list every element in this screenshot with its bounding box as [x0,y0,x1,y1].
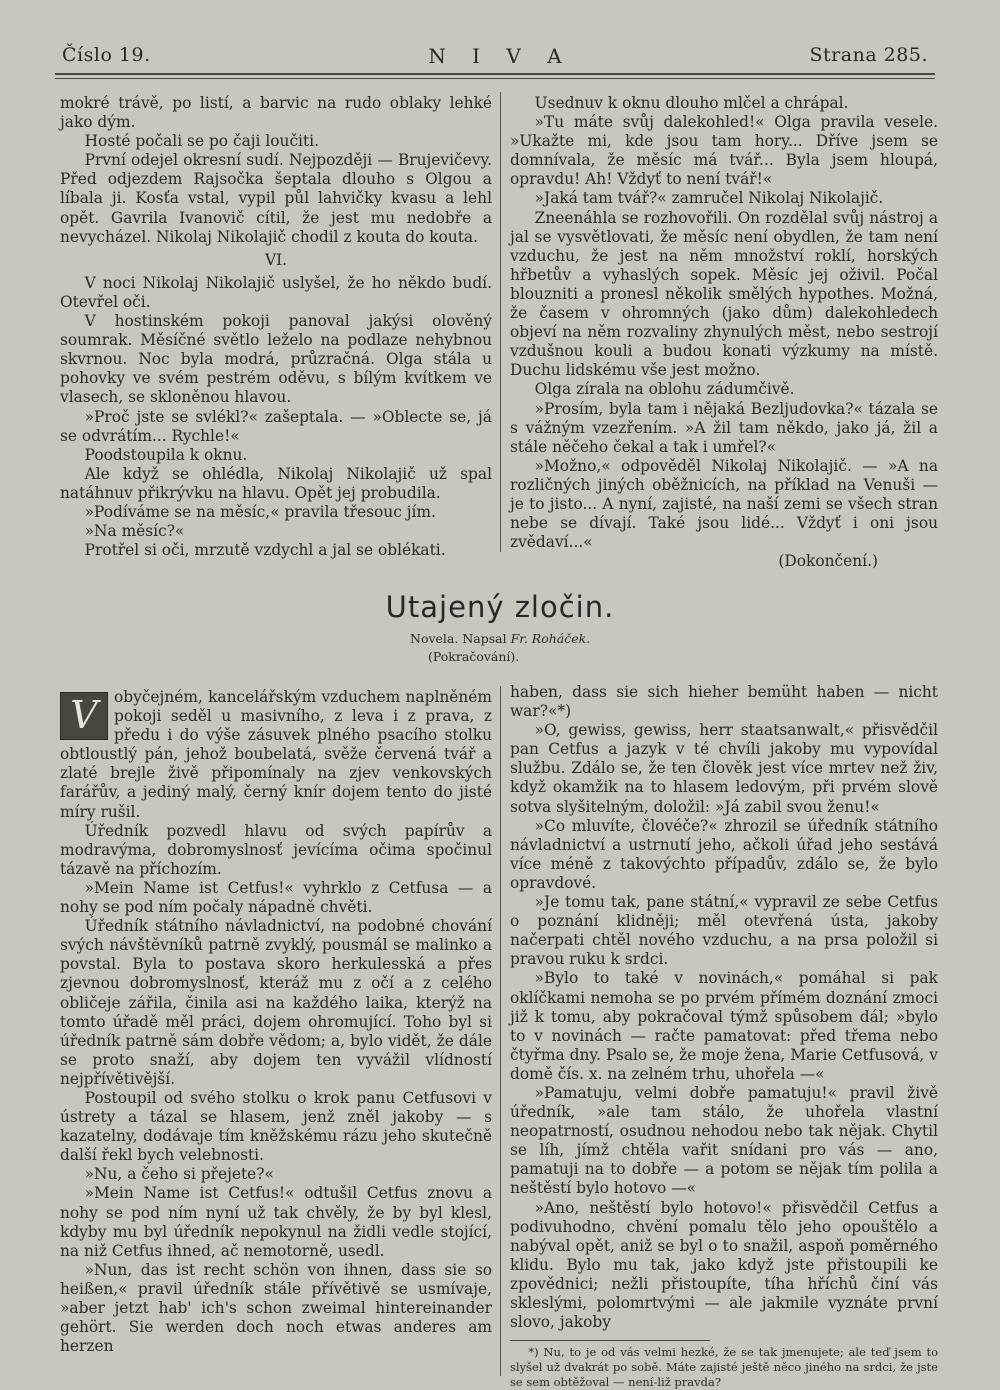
paragraph: »Pamatuju, velmi dobře pamatuju!« pravil živě úředník, »ale tam stálo, že uhořela vlastní neopatrností, osudnou nehodou nebo tak nějak. Chytil se líh, jímž chtěla vařit snídani pro vás — ano, pamatuji na to dobře — a potom se nějak tím polila a neštěstí bylo hotovo —« [510,1083,938,1198]
paragraph: Úředník pozvedl hlavu od svých papírův a modravýma, dobromyslnosť jevícíma očima spočinul tázavě na příchozím. [60,821,492,878]
column-top-left [60,94,492,560]
paragraph: »Mein Name ist Cetfus!« odtušil Cetfus znovu a nohy se pod ním nyní už tak chvěly, že by byl klesl, kdyby mu byl úředník nepokynul na židli vedle stojící, na niž Cetfus ihned, ač nemotorně, usedl. [60,1184,492,1260]
column-divider [500,686,501,1376]
article-title: Utajený zločin. [385,590,615,624]
article-continuation: (Pokračování). [428,649,520,664]
paragraph: »Mein Name ist Cetfus!« vyhrklo z Cetfusa — a nohy se pod ním počaly nápadně chvěti. [60,878,492,917]
paragraph: »O, gewiss, gewiss, herr staatsanwalt,« přisvědčil pan Cetfus a jazyk v té chvíli jakoby mu vypovídal službu. Zdálo se, že ten člověk jest více mrtev než živ, když okamžik na to hlasem ledovým, při prvém slově sotva slyšitelným, doložil: »Já zabil svou ženu!« [510,721,938,816]
footnote-rule [510,1340,710,1341]
paragraph: Ale když se ohlédla, Nikolaj Nikolajič už spal natáhnuv přikrývku na hlavu. Opět jej probudila. [60,464,492,502]
drop-cap: V [60,692,108,740]
article-byline [410,631,590,646]
paragraph: »Tu máte svůj dalekohled!« Olga pravila vesele. »Ukažte mi, kde jsou tam hory... Dříve jsem se domnívala, že měsíc má tvář... Byla jsem hloupá, opravdu! Ah! Vždyť to není tvář!« [510,113,938,189]
paragraph: V noci Nikolaj Nikolajič uslyšel, že ho někdo budí. Otevřel oči. [60,273,492,311]
paragraph: První odejel okresní sudí. Nejpozději — Brujevičevy. Před odjezdem Rajsočka šeptala dlouho s Olgou a líbala ji. Kosťa vstal, vypil půl lahvičky kvasu a lehl opět. Gavrila Ivanovič cítil, že jest mu nedobře a nevycházel. Nikolaj Nikolajič chodil z kouta do kouta. [60,151,492,246]
paragraph: Hosté počali se po čaji loučiti. [84,132,319,151]
paragraph: Zneenáhla se rozhovořili. On rozdělal svůj nástroj a jal se vysvětlovati, že měsíc není obydlen, že tam není vzduchu, že jest na něm množství roklí, horských hřbetův a vyhaslých sopek. Měsíc jej oživil. Počal blouzniti a pronesl několik smělých hypothes. Možná, že časem v ohromných (jako dům) dalekohledech objeví na něm rozvaliny zhynulých měst, nebo sestrojí vzdušnou kouli a budou konati výzkumy na místě. Duchu lidskému vše jest možno. [510,208,938,380]
paragraph: »Podíváme se na měsíc,« pravila třesouc jím. [84,502,436,521]
continuation-note: (Dokončení.) [778,552,878,571]
paragraph: »Je tomu tak, pane státní,« vypravil ze sebe Cetfus o poznání klidněji; měl otevřená ústa, jakoby načerpati chtěl nového vzduchu, a na prsa položil si pravou ruku k srdci. [510,893,938,969]
paragraph: haben, dass sie sich hieher bemüht haben — nicht war?«*) [510,683,938,721]
paragraph: »Proč jste se svlékl?« zašeptala. — »Oblecte se, já se odvrátím... Rychle!« [60,407,492,445]
header-rule [55,73,935,75]
paragraph: Úředník státního návladnictví, na podobné chování svých návštěvníků patrně zvyklý, pousmál se malinko a povstal. Byla to postava skoro herkulesská a přes zjevnou dobromyslnosť, kteráž mu z očí a z celého obličeje zářila, činila asi na každého laika, kterýž na tomto úřadě měl práci, dojem ohromující. Toho byl si úředník patrně sám dobře vědom; a, bylo vidět, že dále se proto snaží, aby dojem ten vyvážil vlídností nejpřívětivější. [60,917,492,1088]
paragraph: Postoupil od svého stolku o krok panu Cetfusovi v ústrety a tázal se hlasem, jenž zněl jakoby — s kazatelny, dodávaje tím kněžskému rázu jeho skutečně další řekl bych velebnosti. [60,1088,492,1165]
masthead: N I V A [428,44,572,68]
paragraph: »Nu, a čeho si přejete?« [84,1165,274,1184]
paragraph: »Možno,« odpověděl Nikolaj Nikolajič. — »A na rozličných jiných oběžnicích, na příklad na Venuši — je to jisto... A nyní, zajisté, na naší zemi se všech stran nebe se dívají. Také jsou lidé... Vždyť i oni jsou zvědaví...« [510,456,938,552]
footnote: *) Nu, to je od vás velmi hezké, že se tak jmenujete; ale teď jsem to slyšel už dvakrát po sobě. Máte zajisté ještě něco jiného na srdci, že jste se sem obtěžoval — není-liž pravda? [510,1345,938,1390]
page-number: Strana 285. [809,44,928,66]
header-rule-thin [55,78,935,79]
paragraph: »Na měsíc?« [84,522,185,541]
paragraph-text: obyčejném, kancelářským vzduchem naplněném pokoji seděl u masivního, z leva i z prava, z předu i do výše zásuvek plného psacího stolku obtloustlý pán, jehož boubelatá, svěže červená tvář a zlaté brejle živě připomínaly na zjev venkovských farářův, a jediný malý, černý knír dojem tento do jisté míry rušil. [60,688,492,821]
paragraph-first [60,688,492,822]
column-bottom-left [60,688,492,1356]
paragraph: »Jaká tam tvář?« zamručel Nikolaj Nikolajič. [534,189,884,208]
paragraph: mokré trávě, po listí, a barvic na rudo oblaky lehké jako dým. [60,94,492,132]
issue-number: Číslo 19. [62,44,151,66]
byline-author: Fr. Roháček. [510,631,591,646]
paragraph: »Bylo to také v novinách,« pomáhal si pak oklíčkami nemoha se po prvém přímém doznání zmoci již k tomu, aby pokračoval týmž spůsobem dál; »bylo to v novinách — račte pamatovat: před třema nebo čtyřma dny. Psalo se, že moje žena, Marie Cetfusová, v domě čís. x. na zelném trhu, uhořela —« [510,969,938,1083]
paragraph: Protřel si oči, mrzutě vzdychl a jal se oblékati. [84,541,446,560]
paragraph: »Nun, das ist recht schön von ihnen, dass sie so heißen,« pravil úředník stále přívětivě se usmívaje, »aber jetzt hab' ich's schon zweimal hintereinander gehört. Sie werden doch noch etwas anderes am herzen [60,1260,492,1356]
paragraph: Poodstoupila k oknu. [84,445,248,464]
section-heading: VI. [264,250,288,269]
paragraph: Usednuv k oknu dlouho mlčel a chrápal. [534,94,849,112]
paragraph: »Co mluvíte, človéče?« zhrozil se úředník státního návladnictví a ustrnutí jeho, ačkoli úřad jeho sestává více méně z takovýchto případův, zdálo se, že bylo opravdové. [510,816,938,892]
byline-prefix: Novela. Napsal [410,631,507,646]
column-divider [500,92,501,552]
paragraph: »Prosím, byla tam i nějaká Bezljudovka?« tázala se s vážným vzezřením. »A žil tam někdo, jako já, žil a stále něčeho čekal a tak i umřel?« [510,399,938,456]
column-bottom-right [510,683,938,1390]
paragraph: Olga zírala na oblohu zádumčivě. [534,380,795,399]
paragraph: V hostinském pokoji panoval jakýsi olověný soumrak. Měsíčné světlo leželo na podlaze nehybnou skvrnou. Noc byla modrá, průzračná. Olga stála u pohovky ve svém pestrém oděvu, s bílým kvítkem ve vlasech, se skloněnou hlavou. [60,312,492,407]
column-top-right [510,94,938,571]
paragraph: »Ano, neštěstí bylo hotovo!« přisvědčil Cetfus a podivuhodno, chvění pomalu tělo jeho opouštělo a nabýval opět, aniž se byl o to snažil, aspoň poměrného klidu. Bylo mu tak, jako když jste přistoupili ke zpovědnici; nežli přistoupíte, tíha hříchů činí vás skleslými, polomrtvými — ale jakmile vyznáte první slovo, jakoby [510,1198,938,1332]
